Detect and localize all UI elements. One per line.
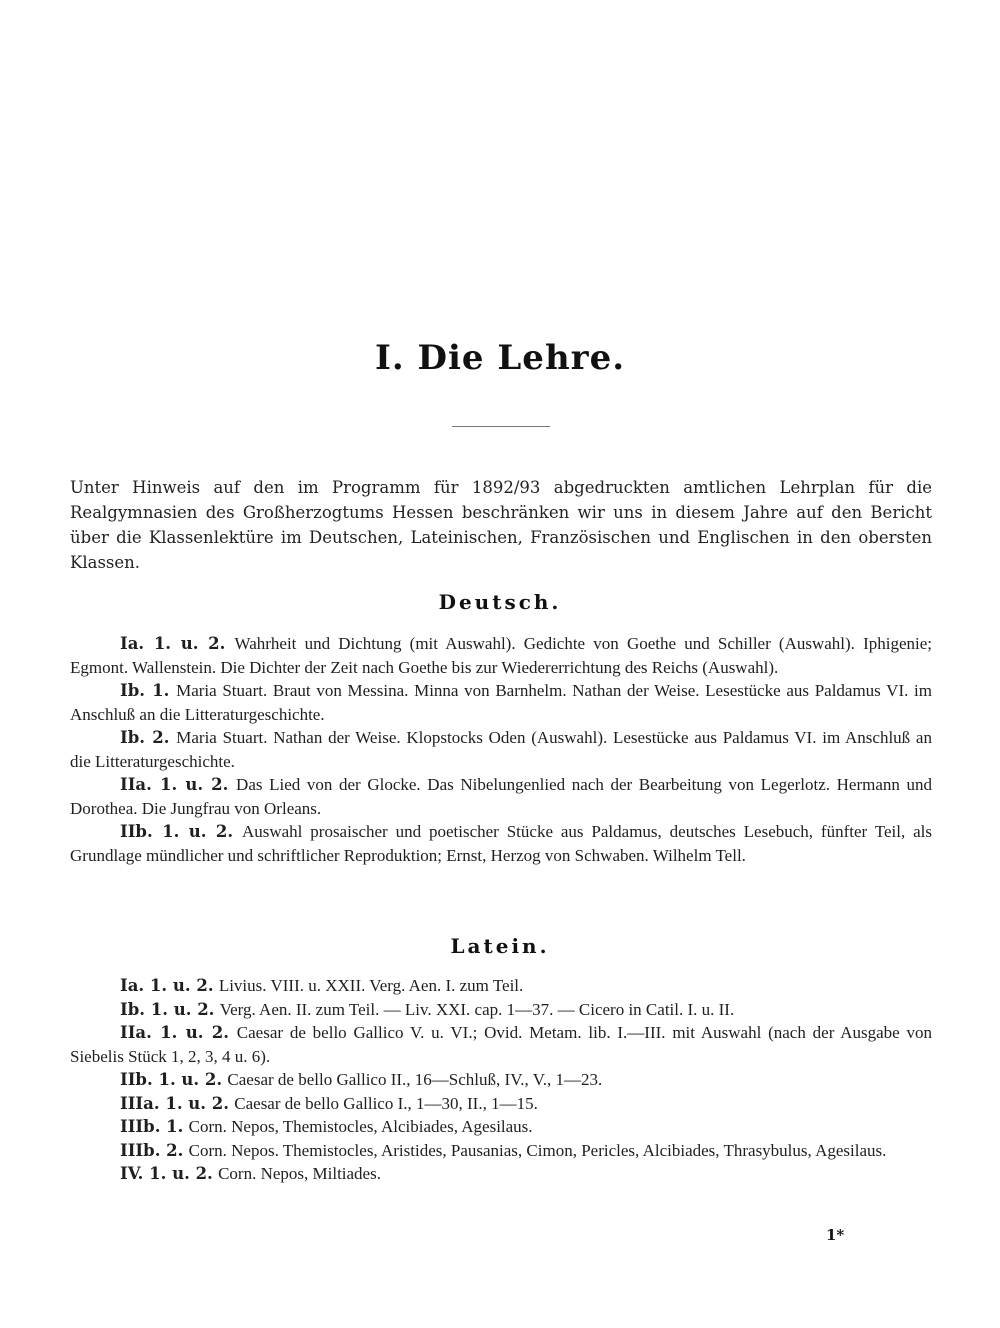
class-level: IIIb. 1. — [120, 1117, 184, 1136]
reading-list: Livius. VIII. u. XXII. Verg. Aen. I. zum Teil. — [218, 976, 524, 995]
reading-list: Das Lied von der Glocke. Das Nibelungenlied nach der Bearbeitung von Legerlotz. Hermann und Dorothea. Die Jungfrau von Orleans. — [70, 775, 933, 818]
entry-latein-iv — [70, 1162, 932, 1186]
class-level: IIa. 1. u. 2. — [120, 1023, 229, 1042]
class-level: IIa. 1. u. 2. — [120, 775, 229, 794]
reading-list: Maria Stuart. Nathan der Weise. Klopstocks Oden (Auswahl). Lesestücke aus Paldamus VI. im Anschluß an die Litteraturgeschichte. — [70, 728, 932, 771]
reading-list: Corn. Nepos. Themistocles, Aristides, Pausanias, Cimon, Pericles, Alcibiades, Thrasybulus, Agesilaus. — [188, 1140, 887, 1160]
reading-list: Wahrheit und Dichtung (mit Auswahl). Gedichte von Goethe und Schiller (Auswahl). Iphigenie; Egmont. Wallenstein. Die Dichter der Zeit nach Goethe bis zur Wiedererrichtung des Reichs (Auswahl). — [70, 634, 933, 677]
reading-list: Caesar de bello Gallico I., 1—30, II., 1—15. — [234, 1093, 538, 1113]
class-level: Ia. 1. u. 2. — [120, 976, 214, 995]
entry-deutsch-ia — [70, 632, 932, 679]
class-level: IV. 1. u. 2. — [120, 1164, 213, 1183]
reading-list: Corn. Nepos, Themistocles, Alcibiades, Agesilaus. — [188, 1117, 533, 1136]
class-level: Ib. 2. — [120, 728, 170, 747]
class-level: IIIb. 2. — [120, 1140, 184, 1160]
class-level: Ib. 1. u. 2. — [120, 999, 215, 1019]
class-level: Ia. 1. u. 2. — [120, 634, 226, 653]
class-level: IIb. 1. u. 2. — [120, 1070, 223, 1089]
entry-deutsch-iia — [70, 773, 932, 820]
page-title: I. Die Lehre. — [374, 338, 626, 378]
entry-latein-iiib2 — [70, 1139, 932, 1163]
entry-latein-iia — [70, 1021, 932, 1068]
class-level: Ib. 1. — [120, 681, 170, 700]
entry-deutsch-ib2 — [70, 726, 932, 773]
reading-list: Caesar de bello Gallico V. u. VI.; Ovid. Metam. lib. I.—III. mit Auswahl (nach der Ausgabe von Siebelis Stück 1, 2, 3, 4 u. 6). — [70, 1023, 933, 1066]
entry-deutsch-iib — [70, 820, 932, 867]
reading-list: Maria Stuart. Braut von Messina. Minna von Barnhelm. Nathan der Weise. Lesestücke aus Paldamus VI. im Anschluß an die Litteraturgeschichte. — [70, 681, 932, 724]
title-divider — [452, 426, 550, 427]
section-latein-entries — [70, 974, 932, 1186]
entry-latein-iiib1 — [70, 1115, 932, 1139]
reading-list: Caesar de bello Gallico II., 16—Schluß, IV., V., 1—23. — [227, 1070, 603, 1089]
entry-latein-ia — [70, 974, 932, 998]
section-heading-latein: Latein. — [450, 934, 550, 958]
section-deutsch-entries — [70, 632, 932, 867]
section-heading-deutsch: Deutsch. — [438, 590, 562, 614]
intro-paragraph: Unter Hinweis auf den im Programm für 1892/93 abgedruckten amtlichen Lehrplan für die Realgymnasien des Großherzogtums Hessen beschränken wir uns in diesem Jahre auf den Bericht über die Klassenlektüre im Deutschen, Lateinischen, Französischen und Englischen in den obersten Klassen. — [70, 478, 932, 572]
reading-list: Corn. Nepos, Miltiades. — [218, 1164, 381, 1183]
entry-latein-ib — [70, 998, 932, 1022]
entry-latein-iib — [70, 1068, 932, 1092]
reading-list: Auswahl prosaischer und poetischer Stücke aus Paldamus, deutsches Lesebuch, fünfter Teil, als Grundlage mündlicher und schriftlicher Reproduktion; Ernst, Herzog von Schwaben. Wilhelm Tell. — [70, 822, 932, 865]
entry-deutsch-ib1 — [70, 679, 932, 726]
class-level: IIb. 1. u. 2. — [120, 822, 234, 841]
class-level: IIIa. 1. u. 2. — [120, 1093, 230, 1113]
page-number: 1* — [826, 1226, 845, 1244]
reading-list: Verg. Aen. II. zum Teil. — Liv. XXI. cap. 1—37. — Cicero in Catil. I. u. II. — [219, 999, 735, 1019]
entry-latein-iiia — [70, 1092, 932, 1116]
